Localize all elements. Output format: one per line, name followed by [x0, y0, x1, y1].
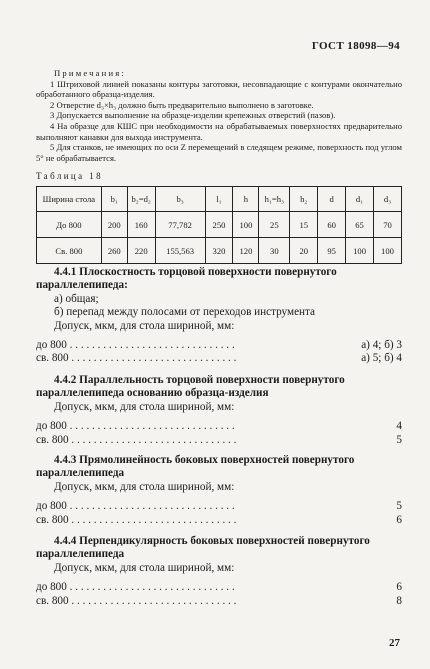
table-cell: 60 [318, 212, 346, 238]
table-cell: 70 [374, 212, 402, 238]
tolerance-label: Допуск, мкм, для стола шириной, мм: [54, 561, 235, 574]
section-4-4-3 [36, 454, 402, 527]
table-cell: 100 [346, 238, 374, 264]
section-heading: 4.4.4 Перпендикулярность боковых поверхностей повернутого параллелепипеда [36, 535, 370, 561]
table-cell: 95 [318, 238, 346, 264]
section-4-4-2 [36, 374, 402, 447]
table-cell: 260 [101, 238, 127, 264]
note-item: 3 Допускается выполнение на образце-изделии крепежных отверстий (пазов). [50, 110, 336, 121]
table-cell: 155,563 [155, 238, 205, 264]
row-label: св. 800 . . . . . . . . . . . . . . . . . . . . . . . . . . . . . . [36, 433, 237, 446]
tolerance-row [36, 339, 402, 352]
table-cell: До 800 [37, 212, 102, 238]
table-cell: 220 [127, 238, 155, 264]
notes-title: Примечания: [54, 68, 127, 78]
table-cell: 160 [127, 212, 155, 238]
row-label: св. 800 . . . . . . . . . . . . . . . . . . . . . . . . . . . . . . [36, 352, 237, 365]
section-heading: 4.4.1 Плоскостность торцовой поверхности повернутого параллелепипеда: [36, 266, 337, 292]
table-cell: 20 [290, 238, 318, 264]
column-header: h₁=h₃ [259, 187, 290, 212]
row-label: до 800 . . . . . . . . . . . . . . . . . . . . . . . . . . . . . . [36, 500, 235, 513]
table-cell: Св. 800 [37, 238, 102, 264]
table-cell: 25 [259, 212, 290, 238]
note-item: 5 Для станков, не имеющих по оси Z перемещений в следящем режиме, поверхность под углом 5° не обрабатывается. [36, 142, 402, 163]
row-label: до 800 . . . . . . . . . . . . . . . . . . . . . . . . . . . . . . [36, 581, 235, 594]
tolerance-row [36, 352, 402, 365]
section-heading: 4.4.2 Параллельность торцовой поверхности повернутого параллелепипеда основанию образца-изделия [36, 374, 345, 400]
column-header: Ширина стола [37, 187, 102, 212]
note-item: 1 Штриховой линией показаны контуры заготовки, несовпадающие с контурами окончательно обработанного образца-изделия. [36, 78, 402, 100]
table-cell: 77,782 [155, 212, 205, 238]
column-header: b₃ [155, 187, 205, 212]
row-value: 5 [396, 500, 402, 513]
row-value: 8 [396, 594, 402, 607]
table-cell: 100 [374, 238, 402, 264]
table-cell: 200 [101, 212, 127, 238]
column-header: l₁ [205, 187, 233, 212]
item-a: а) общая; [54, 292, 99, 305]
tolerance-row [36, 500, 402, 513]
table-header-row [37, 187, 402, 212]
row-value: 4 [396, 420, 402, 433]
column-header: d₃ [374, 187, 402, 212]
column-header: b₁ [101, 187, 127, 212]
column-header: h₂ [290, 187, 318, 212]
section-4-4-4 [36, 535, 402, 608]
dimensions-table [36, 186, 402, 264]
page-number: 27 [389, 637, 400, 649]
tolerance-row [36, 595, 402, 608]
item-b: б) перепад между полосами от переходов инструмента [54, 306, 316, 319]
row-label: до 800 . . . . . . . . . . . . . . . . . . . . . . . . . . . . . . [36, 420, 235, 433]
row-label: св. 800 . . . . . . . . . . . . . . . . . . . . . . . . . . . . . . [36, 513, 237, 526]
tolerance-row [36, 420, 402, 433]
row-value: а) 4; б) 3 [361, 339, 402, 352]
column-header: d₁ [346, 187, 374, 212]
column-header: h [233, 187, 259, 212]
note-item: 2 Отверстие d₃×h₃ должно быть предварительно выполнено в заготовке. [50, 99, 314, 110]
table-cell: 120 [233, 238, 259, 264]
column-header: b₂=d₂ [127, 187, 155, 212]
table-cell: 320 [205, 238, 233, 264]
row-value: 6 [396, 581, 402, 594]
column-header: d [318, 187, 346, 212]
tolerance-label: Допуск, мкм, для стола шириной, мм: [54, 319, 235, 332]
tolerance-label: Допуск, мкм, для стола шириной, мм: [54, 480, 235, 493]
table-cell: 65 [346, 212, 374, 238]
table-caption: Таблица 18 [36, 171, 103, 181]
section-4-4-1 [36, 266, 402, 366]
tolerance-row [36, 514, 402, 527]
tolerance-label: Допуск, мкм, для стола шириной, мм: [54, 400, 235, 413]
table-cell: 250 [205, 212, 233, 238]
row-value: 6 [396, 513, 402, 526]
note-item: 4 На образце для КШС при необходимости на обрабатываемых поверхностях предварительно выполняют канавки для выхода инструмента. [36, 120, 402, 142]
table-cell: 100 [233, 212, 259, 238]
row-value: а) 5; б) 4 [361, 352, 402, 365]
table-row [37, 212, 402, 238]
table-row [37, 238, 402, 264]
tolerance-row [36, 581, 402, 594]
section-heading: 4.4.3 Прямолинейность боковых поверхностей повернутого параллелепипеда [36, 454, 355, 480]
row-label: до 800 . . . . . . . . . . . . . . . . . . . . . . . . . . . . . . [36, 339, 235, 352]
table-cell: 30 [259, 238, 290, 264]
row-label: св. 800 . . . . . . . . . . . . . . . . . . . . . . . . . . . . . . [36, 594, 237, 607]
notes-block [36, 68, 402, 163]
table-cell: 15 [290, 212, 318, 238]
standard-number: ГОСТ 18098—94 [311, 40, 400, 52]
tolerance-row [36, 434, 402, 447]
row-value: 5 [396, 433, 402, 446]
